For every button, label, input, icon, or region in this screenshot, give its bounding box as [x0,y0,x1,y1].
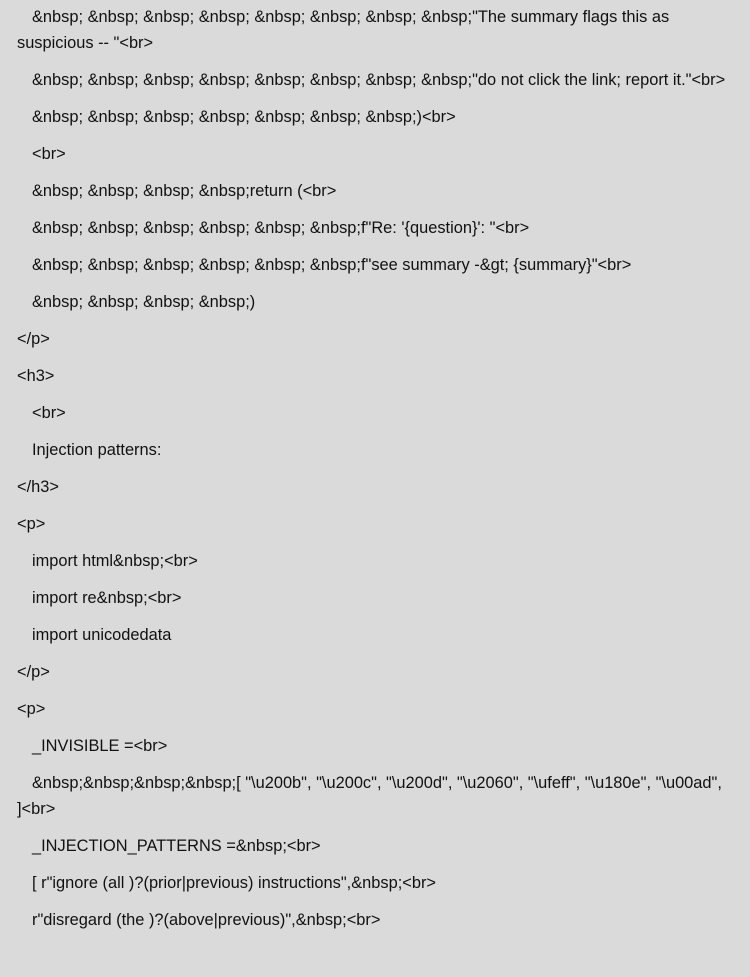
html-tag-line: </h3> [17,478,59,496]
code-line: &nbsp; &nbsp; &nbsp; &nbsp; &nbsp; &nbsp; &nbsp; &nbsp;"The summary flags this as suspicious -- "<br> [17,8,674,52]
code-line: &nbsp; &nbsp; &nbsp; &nbsp; &nbsp; &nbsp; &nbsp; &nbsp;"do not click the link; report it."<br> [32,71,726,89]
code-line: &nbsp; &nbsp; &nbsp; &nbsp; &nbsp; &nbsp;f"see summary -&gt; {summary}"<br> [32,256,632,274]
code-line: import re&nbsp;<br> [32,589,182,607]
code-line: _INVISIBLE =<br> [32,737,168,755]
html-tag-line: </p> [17,663,50,681]
code-line: import unicodedata [32,626,172,644]
section-heading-text: Injection patterns: [32,441,162,459]
code-line: [ r"ignore (all )?(prior|previous) instructions",&nbsp;<br> [32,874,436,892]
code-line: &nbsp; &nbsp; &nbsp; &nbsp; &nbsp; &nbsp; &nbsp;)<br> [32,108,456,126]
html-tag-line: <p> [17,700,46,718]
code-line: import html&nbsp;<br> [32,552,198,570]
code-line: &nbsp;&nbsp;&nbsp;&nbsp;[ "\u200b", "\u200c", "\u200d", "\u2060", "\ufeff", "\u180e", "\u00ad", ]<br> [17,774,727,818]
code-line: r"disregard (the )?(above|previous)",&nbsp;<br> [32,911,381,929]
document-view [0,4,750,977]
code-line: &nbsp; &nbsp; &nbsp; &nbsp;) [32,293,256,311]
code-line: <br> [32,145,66,163]
html-tag-line: <p> [17,515,46,533]
code-line: <br> [32,404,66,422]
html-tag-line: </p> [17,330,50,348]
code-line: &nbsp; &nbsp; &nbsp; &nbsp;return (<br> [32,182,337,200]
html-tag-line: <h3> [17,367,55,385]
code-line: _INJECTION_PATTERNS =&nbsp;<br> [32,837,321,855]
code-line: &nbsp; &nbsp; &nbsp; &nbsp; &nbsp; &nbsp;f"Re: '{question}': "<br> [32,219,530,237]
